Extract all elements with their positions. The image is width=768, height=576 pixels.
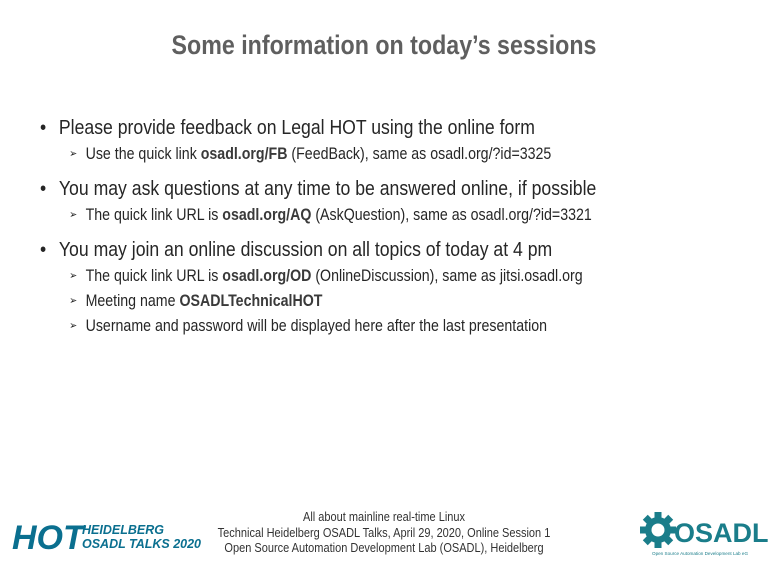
bullet-dot-icon: •: [40, 177, 47, 200]
footer-line: Open Source Automation Development Lab (OSADL), Heidelberg: [224, 541, 544, 555]
sub-bullet-text: Meeting name: [85, 292, 180, 310]
bullet-group-1: [40, 114, 760, 167]
footer-line: Technical Heidelberg OSADL Talks, April 29, 2020, Online Session 1: [217, 525, 551, 540]
quick-link: osadl.org/OD: [222, 267, 312, 285]
meeting-name: OSADLTechnicalHOT: [179, 292, 323, 310]
slide-title: Some information on today’s sessions: [171, 30, 597, 60]
sub-bullet-item: [40, 142, 659, 167]
hot-logo-line2: OSADL TALKS 2020: [82, 537, 202, 551]
hot-logo-line1: HEIDELBERG: [82, 523, 164, 537]
hot-logo-mark: HOT: [12, 519, 84, 557]
sub-bullet-text: The quick link URL is: [85, 206, 223, 224]
sub-bullet-text: The quick link URL is: [85, 267, 223, 285]
quick-link: osadl.org/FB: [200, 145, 288, 163]
bullet-dot-icon: •: [40, 116, 47, 139]
gear-icon: [640, 512, 676, 548]
sub-bullet-text: (FeedBack), same as osadl.org/?id=3325: [287, 145, 552, 163]
bullet-text: You may ask questions at any time to be answered online, if possible: [58, 177, 597, 200]
arrowhead-icon: ➢: [69, 270, 78, 282]
osadl-logo-name: OSADL: [674, 518, 768, 548]
bullet-text: You may join an online discussion on all topics of today at 4 pm: [58, 238, 553, 261]
footer-line: All about mainline real-time Linux: [302, 510, 466, 524]
arrowhead-icon: ➢: [69, 320, 78, 332]
sub-bullet-item: [40, 203, 659, 228]
osadl-logo-tagline: Open Source Automation Development Lab eG: [652, 551, 749, 556]
quick-link: osadl.org/AQ: [222, 206, 312, 224]
sub-bullet-text: Username and password will be displayed here after the last presentation: [85, 317, 548, 335]
bullet-text: Please provide feedback on Legal HOT using the online form: [58, 116, 535, 139]
arrowhead-icon: ➢: [69, 209, 78, 221]
sub-bullet-item: [40, 289, 659, 314]
arrowhead-icon: ➢: [69, 295, 78, 307]
arrowhead-icon: ➢: [69, 148, 78, 160]
slide-content: [40, 114, 760, 347]
bullet-dot-icon: •: [40, 238, 47, 261]
bullet-group-3: [40, 236, 760, 339]
sub-bullet-item: [40, 314, 659, 339]
sub-bullet-text: Use the quick link: [85, 145, 201, 163]
osadl-logo: [638, 510, 768, 558]
bullet-item: [40, 175, 659, 203]
sub-bullet-text: (AskQuestion), same as osadl.org/?id=3321: [311, 206, 592, 224]
bullet-item: [40, 236, 659, 264]
sub-bullet-item: [40, 264, 659, 289]
hot-heidelberg-logo: [12, 518, 202, 557]
sub-bullet-text: (OnlineDiscussion), same as jitsi.osadl.org: [311, 267, 583, 285]
bullet-group-2: [40, 175, 760, 228]
bullet-item: [40, 114, 659, 142]
